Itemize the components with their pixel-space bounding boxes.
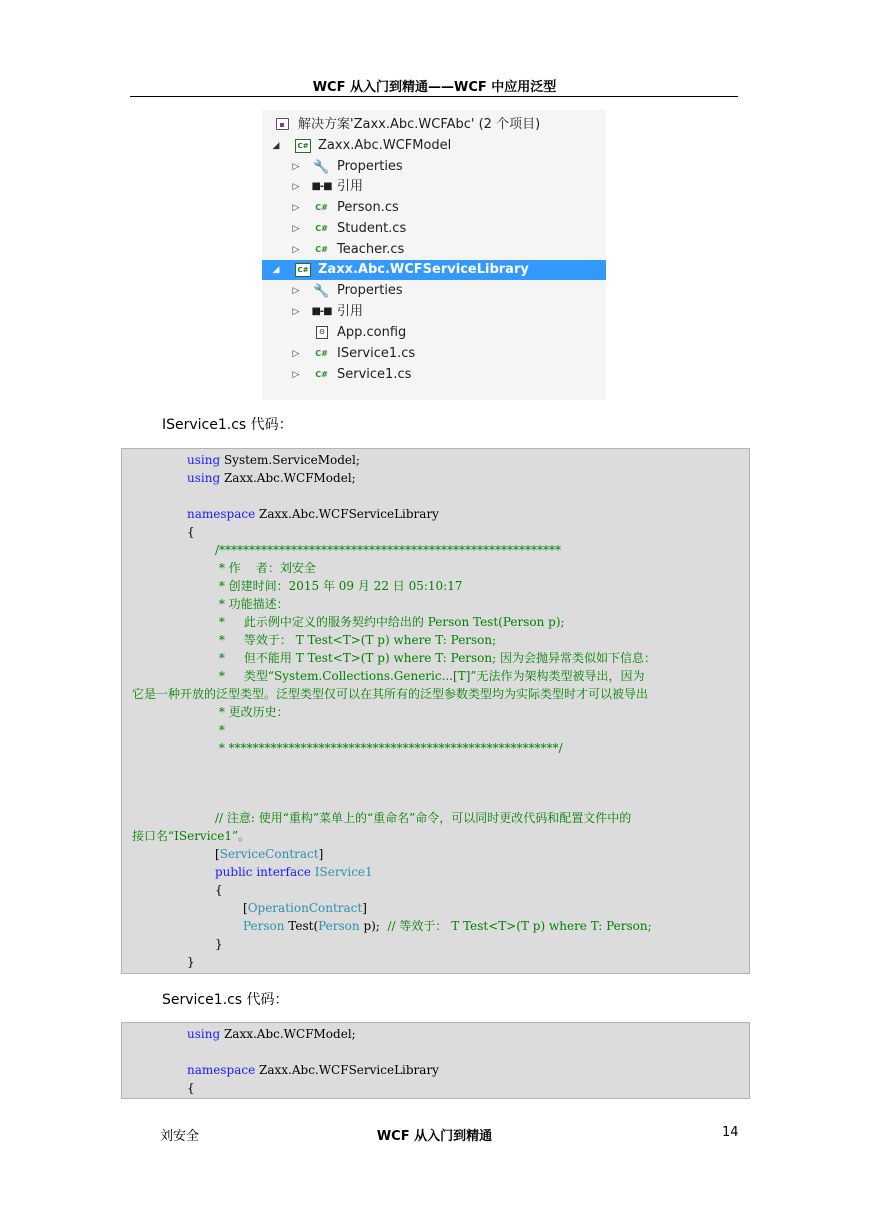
triangle-right-icon[interactable]: ▷	[292, 286, 300, 296]
code-text: Zaxx.Abc.WCFModel;	[220, 471, 356, 485]
code-line	[187, 451, 360, 469]
code-comment: * 功能描述：	[215, 597, 289, 611]
csharp-file-icon: C#	[315, 349, 328, 358]
code-text: Zaxx.Abc.WCFServiceLibrary	[255, 507, 439, 521]
item-label: App.config	[337, 325, 407, 340]
keyword: namespace	[187, 507, 256, 521]
code-line	[187, 1061, 439, 1079]
code-comment: * 此示例中定义的服务契约中给出的 Person Test(Person p);	[215, 615, 565, 629]
keyword: using	[187, 453, 221, 467]
csharp-project-icon: C#	[295, 263, 311, 277]
code-line	[187, 505, 439, 523]
code-comment: * 但不能用 T Test<T>(T p) where T: Person; 因为会抛异常类似如下信息：	[215, 651, 656, 665]
code-line: }	[215, 937, 223, 951]
item-label: Person.cs	[337, 200, 399, 215]
item-label: IService1.cs	[337, 346, 416, 361]
triangle-right-icon[interactable]: ▷	[292, 182, 300, 192]
page-header-title: WCF 从入门到精通——WCF 中应用泛型	[312, 80, 557, 95]
code-text: [	[215, 847, 220, 861]
code-comment: /*********************************************************	[215, 543, 562, 557]
code-comment: * 更改历史：	[215, 705, 289, 719]
code-text: [	[243, 901, 248, 915]
item-label: 引用	[337, 179, 364, 194]
caption-service: Service1.cs 代码：	[162, 992, 289, 1008]
references-icon: ■-■	[311, 306, 332, 317]
code-comment: // 注意: 使用“重构”菜单上的“重命名”命令，可以同时更改代码和配置文件中的	[215, 811, 632, 825]
code-block-service	[121, 1022, 750, 1099]
keyword: using	[187, 471, 221, 485]
item-label: Properties	[337, 283, 403, 298]
code-comment: 接口名“IService1”。	[132, 829, 251, 843]
type-name: Person	[318, 919, 360, 933]
solution-label: 解决方案'Zaxx.Abc.WCFAbc' (2 个项目)	[298, 117, 541, 132]
code-comment: * 类型“System.Collections.Generic...[T]”无法作为架构类型被导出，因为	[215, 669, 645, 683]
code-comment: * *******************************************************/	[215, 741, 563, 755]
wrench-icon: 🔧	[313, 283, 330, 299]
tree-item[interactable]	[262, 302, 606, 322]
triangle-down-icon[interactable]: ◢	[272, 265, 280, 275]
code-line	[215, 863, 373, 881]
type-name: Person	[243, 919, 285, 933]
keyword: public	[215, 865, 253, 879]
tree-item[interactable]	[262, 323, 606, 343]
code-text: ]	[362, 901, 367, 915]
code-line	[243, 917, 652, 935]
code-comment: * 等效于： T Test<T>(T p) where T: Person;	[215, 633, 497, 647]
csharp-project-icon: C#	[295, 139, 311, 153]
code-comment: 它是一种开放的泛型类型。泛型类型仅可以在其所有的泛型参数类型均为实际类型时才可以被导出	[132, 687, 649, 701]
keyword: using	[187, 1027, 221, 1041]
references-icon: ■-■	[311, 181, 332, 192]
tree-item[interactable]	[262, 198, 606, 218]
keyword: namespace	[187, 1063, 256, 1077]
code-line: {	[215, 883, 223, 897]
code-comment: * 作 者：刘安全	[215, 561, 316, 575]
tree-item[interactable]	[262, 281, 606, 301]
csharp-file-icon: C#	[315, 224, 328, 233]
solution-icon	[276, 118, 289, 130]
triangle-right-icon[interactable]: ▷	[292, 245, 300, 255]
code-line: {	[187, 525, 195, 539]
code-text: p);	[359, 919, 388, 933]
code-comment: *	[215, 723, 225, 737]
triangle-right-icon[interactable]: ▷	[292, 162, 300, 172]
item-label: Service1.cs	[337, 367, 412, 382]
code-text: Zaxx.Abc.WCFServiceLibrary	[255, 1063, 439, 1077]
code-line: }	[187, 955, 195, 969]
item-label: Teacher.cs	[337, 242, 405, 257]
project-label: Zaxx.Abc.WCFModel	[318, 138, 452, 153]
code-line	[187, 1025, 356, 1043]
header-rule	[130, 96, 738, 97]
code-line	[215, 845, 323, 863]
tree-item[interactable]	[262, 219, 606, 239]
csharp-file-icon: C#	[315, 370, 328, 379]
code-text: System.ServiceModel;	[220, 453, 360, 467]
page-number: 14	[722, 1125, 739, 1140]
keyword: interface	[252, 865, 311, 879]
footer-title: WCF 从入门到精通	[376, 1129, 493, 1144]
triangle-right-icon[interactable]: ▷	[292, 224, 300, 234]
triangle-down-icon[interactable]: ◢	[272, 141, 280, 151]
tree-item[interactable]	[262, 157, 606, 177]
code-text: Test(	[284, 919, 319, 933]
tree-solution[interactable]	[262, 115, 606, 135]
tree-item[interactable]	[262, 365, 606, 385]
type-name: OperationContract	[247, 901, 363, 915]
tree-project-wcfmodel[interactable]	[262, 136, 606, 156]
tree-project-wcfservicelibrary[interactable]	[262, 260, 606, 280]
code-text: Zaxx.Abc.WCFModel;	[220, 1027, 356, 1041]
solution-explorer	[262, 110, 606, 400]
code-comment: * 创建时间：2015 年 09 月 22 日 05:10:17	[215, 579, 463, 593]
tree-item[interactable]	[262, 177, 606, 197]
triangle-right-icon[interactable]: ▷	[292, 203, 300, 213]
type-name: ServiceContract	[219, 847, 319, 861]
triangle-right-icon[interactable]: ▷	[292, 307, 300, 317]
item-label: Student.cs	[337, 221, 407, 236]
item-label: Properties	[337, 159, 403, 174]
triangle-right-icon[interactable]: ▷	[292, 349, 300, 359]
item-label: 引用	[337, 304, 364, 319]
project-label: Zaxx.Abc.WCFServiceLibrary	[318, 262, 529, 277]
tree-item[interactable]	[262, 344, 606, 364]
triangle-right-icon[interactable]: ▷	[292, 370, 300, 380]
csharp-file-icon: C#	[315, 245, 328, 254]
caption-iservice: IService1.cs 代码：	[162, 417, 293, 433]
wrench-icon: 🔧	[313, 159, 330, 175]
code-block-iservice	[121, 448, 750, 974]
code-line	[243, 899, 367, 917]
type-name: IService1	[310, 865, 373, 879]
csharp-file-icon: C#	[315, 203, 328, 212]
code-comment: // 等效于： T Test<T>(T p) where T: Person;	[387, 919, 652, 933]
footer-author: 刘安全	[160, 1129, 200, 1144]
tree-item[interactable]	[262, 240, 606, 260]
code-line: {	[187, 1081, 195, 1095]
config-file-icon: ⚙	[316, 326, 328, 339]
code-text: ]	[318, 847, 324, 861]
code-line	[187, 469, 356, 487]
